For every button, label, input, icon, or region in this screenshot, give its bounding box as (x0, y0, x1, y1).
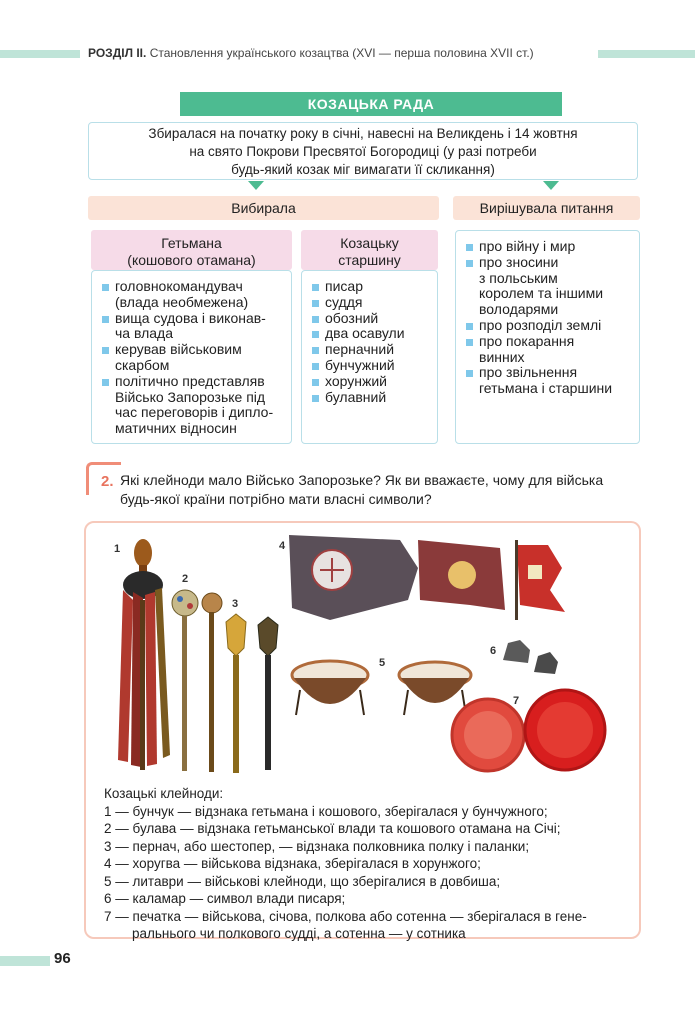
list-item: політично представляв Військо Запорозьке під час переговорів і дипло- матичних відносин (100, 374, 285, 437)
caption-line: 5 — литаври — військові клейноди, що зберігалися в довбиша; (104, 873, 501, 889)
list-item: про війну і мир (464, 239, 635, 255)
hetman-heading-line: (кошового отамана) (127, 252, 256, 268)
list-item: керував військовим скарбом (100, 342, 285, 374)
list-item: бунчужний (310, 358, 433, 374)
seals-image (452, 690, 605, 771)
question-line: Які клейноди мало Військо Запорозьке? Як ви вважаєте, чому для війська (120, 472, 604, 488)
list-item: булавний (310, 390, 433, 406)
item-number: 7 (513, 695, 520, 707)
pernach-image (226, 614, 278, 773)
list-item: хорунжий (310, 374, 433, 390)
intro-line: будь-який козак міг вимагати її скликання) (231, 162, 495, 177)
list-item: про зносини з польським королем та іншими володарями (464, 255, 635, 318)
decided-heading: Вирішувала питання (453, 196, 640, 220)
question-line: будь-якої країни потрібно мати власні символи? (120, 491, 432, 507)
elders-heading-line: Козацьку (340, 235, 399, 251)
caption-line: 7 — печатка — військова, січова, полкова або сотенна — зберігалася в гене- (104, 908, 587, 924)
item-number: 6 (490, 645, 497, 657)
caption-line: 1 — бунчук — відзнака гетьмана і кошового, зберігалася у бунчужного; (104, 803, 548, 819)
item-number: 4 (279, 540, 286, 552)
hetman-heading-line: Гетьмана (161, 235, 222, 251)
item-number: 2 (182, 573, 189, 585)
caption-title: Козацькі клейноди: (104, 786, 224, 801)
list-item: про звільнення гетьмана і старшини (464, 365, 635, 397)
list-item: писар (310, 279, 433, 295)
caption-line: ральнього чи полкового судді, а сотенна — у сотника (132, 926, 466, 941)
section-title: Становлення українського козацтва (XVI — перша половина XVII ст.) (149, 46, 534, 60)
bulava-image (172, 590, 222, 772)
list-item: перначний (310, 342, 433, 358)
question-number: 2. (101, 473, 114, 490)
item-number: 5 (379, 657, 386, 669)
inkwell-image (503, 640, 558, 674)
list-item: суддя (310, 295, 433, 311)
page-decor (0, 956, 50, 966)
list-item: два осавули (310, 326, 433, 342)
kettledrums-image (292, 661, 471, 715)
intro-line: на свято Покрови Пресвятої Богородиці (у разі потреби (189, 144, 537, 159)
list-item: вища судова і виконав- ча влада (100, 311, 285, 343)
page-number: 96 (54, 950, 71, 967)
regalia-caption (104, 785, 634, 943)
list-item: про покарання винних (464, 334, 635, 366)
list-item: обозний (310, 311, 433, 327)
intro-line: Збиралася на початку року в січні, навесні на Великдень і 14 жовтня (148, 126, 578, 141)
scheme-title: КОЗАЦЬКА РАДА (180, 92, 562, 116)
elders-heading-line: старшину (338, 252, 401, 268)
bunchuk-image (118, 539, 170, 770)
caption-line: 3 — пернач, або шестопер, — відзнака полковника полку і паланки; (104, 838, 530, 854)
caption-line: 6 — каламар — символ влади писаря; (104, 891, 346, 906)
elected-heading: Вибирала (88, 196, 439, 220)
list-item: про розподіл землі (464, 318, 635, 334)
section-label: РОЗДІЛ II. (88, 46, 147, 60)
item-number: 3 (232, 598, 239, 610)
caption-line: 4 — хоругва — військова відзнака, зберігалася в хорунжого; (104, 856, 481, 871)
flags-image (289, 535, 565, 620)
list-item: головнокомандувач (влада необмежена) (100, 279, 285, 311)
caption-line: 2 — булава — відзнака гетьманської влади та кошового отамана на Січі; (104, 821, 561, 836)
item-number: 1 (114, 543, 121, 555)
